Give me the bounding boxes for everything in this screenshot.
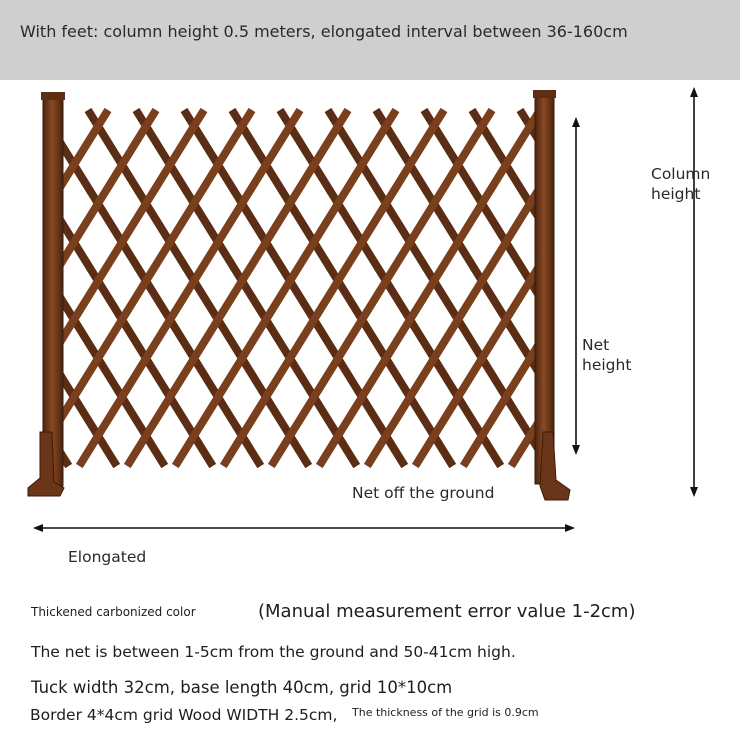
lattice-slat [463,342,540,466]
lattice-slat [60,220,213,466]
thickness-note: The thickness of the grid is 0.9cm [352,706,539,719]
lattice-slat [319,110,540,466]
right-foot [540,432,570,500]
color-note: Thickened carbonized color [31,605,196,619]
lattice-slat [79,110,300,466]
column-height-label-line2: height [651,185,701,203]
lattice-slat [127,110,348,466]
lattice-slat [271,110,492,466]
right-post [533,90,556,484]
lattice-slat [223,110,444,466]
net-height-label-line2: height [582,356,632,374]
error-note: (Manual measurement error value 1-2cm) [258,601,636,622]
net-ground-note: The net is between 1-5cm from the ground and 50-41cm high. [31,643,516,661]
elongated-label: Elongated [68,548,147,566]
column-height-label [651,164,710,204]
header-text: With feet: column height 0.5 meters, elongated interval between 36-160cm [20,22,628,41]
lattice-slat [60,110,156,265]
left-post [41,92,65,486]
lattice-slat [175,110,396,466]
net-height-label [582,335,631,375]
dimensions-note: Tuck width 32cm, base length 40cm, grid 10*10cm [31,678,453,697]
column-height-label-line1: Column [651,165,711,183]
lattice-net [60,110,540,466]
net-off-ground-label: Net off the ground [352,484,495,502]
net-height-label-line1: Net [582,336,610,354]
border-note: Border 4*4cm grid Wood WIDTH 2.5cm, [30,706,338,724]
